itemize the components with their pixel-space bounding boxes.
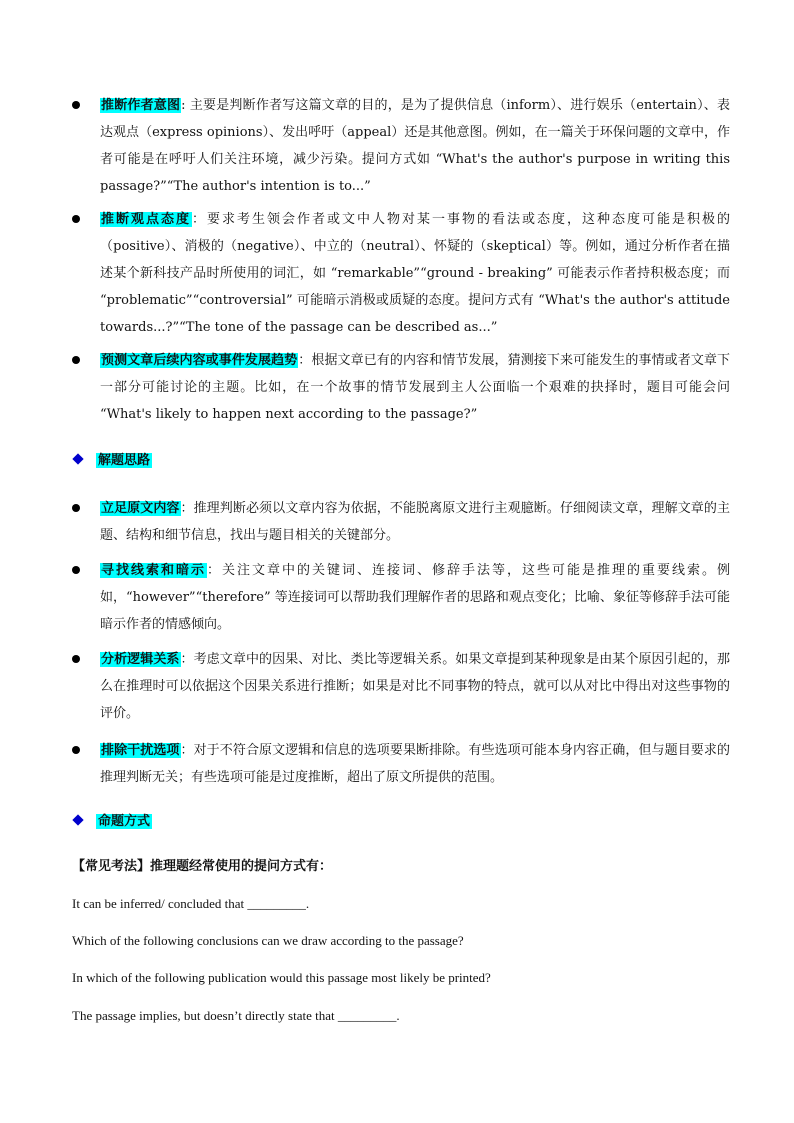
section-heading-approach [74,450,152,472]
bullet-text: ：考虑文章中的因果、对比、类比等逻辑关系。如果文章提到某种现象是由某个原因引起的，那么在推理时可以依据这个因果关系进行推断；如果是对比不同事物的特点，就可以从对比中得出对这些事物的评价。 [100,652,730,721]
question-form-line: It can be inferred/ concluded that _________. [72,896,310,911]
bullet-dot-icon [72,215,80,223]
section-title: 命题方式 [98,814,151,829]
bullet-dot-icon [72,101,80,109]
bullet-label: 预测文章后续内容或事件发展趋势 [101,353,298,368]
bullet-clues [100,557,730,638]
bullet-dot-icon [72,566,80,574]
bullet-text: ：对于不符合原文逻辑和信息的选项要果断排除。有些选项可能本身内容正确，但与题目要求的推理判断无关；有些选项可能是过度推断，超出了原文所提供的范围。 [100,743,730,785]
bullet-attitude [100,206,730,341]
question-form-line: In which of the following publication would this passage most likely be printed? [72,970,491,985]
bullet-author-intent [100,92,730,200]
bullet-text: ：关注文章中的关键词、连接词、修辞手法等，这些可能是推理的重要线索。例如，“however”“therefore” 等连接词可以帮助我们理解作者的思路和观点变化；比喻、象征等修辞手法可能暗示作者的情感倾向。 [100,563,730,632]
bullet-text: ：根据文章已有的内容和情节发展，猜测接下来可能发生的事情或者文章下一部分可能讨论的主题。比如，在一个故事的情节发展到主人公面临一个艰难的抉择时，题目可能会问 “What's likely to happen next according to the passage?” [100,353,730,422]
bullet-logic [100,646,730,727]
bullet-predict [100,347,730,428]
bullet-label: 推断观点态度 [101,212,191,227]
bullet-dot-icon [72,356,80,364]
bullet-text: ：要求考生领会作者或文中人物对某一事物的看法或态度，这种态度可能是积极的（positive）、消极的（negative）、中立的（neutral）、怀疑的（skeptical）等。例如，通过分析作者在描述某个新科技产品时所使用的词汇，如 “remarkable”“ground - breaking” 可能表示作者持积极态度；而 “problematic”“controversial” 可能暗示消极或质疑的态度。提问方式有 “What's the author's attitude towards...?”“The tone of the passage can be described as...” [100,212,730,335]
diamond-bullet-icon [72,453,83,464]
bullet-original-text [100,495,730,549]
common-question-label: 【常见考法】推理题经常使用的提问方式有： [72,859,333,874]
bullet-label: 推断作者意图 [101,98,181,113]
question-form-line: The passage implies, but doesn’t directly state that _________. [72,1008,400,1023]
section-heading-question-forms [74,811,152,833]
bullet-dot-icon [72,504,80,512]
bullet-label: 分析逻辑关系 [101,652,180,667]
diamond-bullet-icon [72,814,83,825]
bullet-label: 寻找线索和暗示 [101,563,206,578]
question-form-line: Which of the following conclusions can we draw according to the passage? [72,933,464,948]
bullet-text: : 主要是判断作者写这篇文章的目的，是为了提供信息（inform）、进行娱乐（entertain）、表达观点（express opinions）、发出呼吁（appeal）还是其他意图。例如，在一篇关于环保问题的文章中，作者可能是在呼吁人们关注环境，减少污染。提问方式如 “What's the author's purpose in writing this passage?”“The author's intention is to...” [100,98,730,194]
bullet-label: 立足原文内容 [101,501,180,516]
bullet-text: ：推理判断必须以文章内容为依据，不能脱离原文进行主观臆断。仔细阅读文章，理解文章的主题、结构和细节信息，找出与题目相关的关键部分。 [100,501,730,543]
bullet-eliminate [100,737,730,791]
bullet-dot-icon [72,655,80,663]
section-title: 解题思路 [98,453,151,468]
bullet-dot-icon [72,746,80,754]
bullet-label: 排除干扰选项 [101,743,180,758]
